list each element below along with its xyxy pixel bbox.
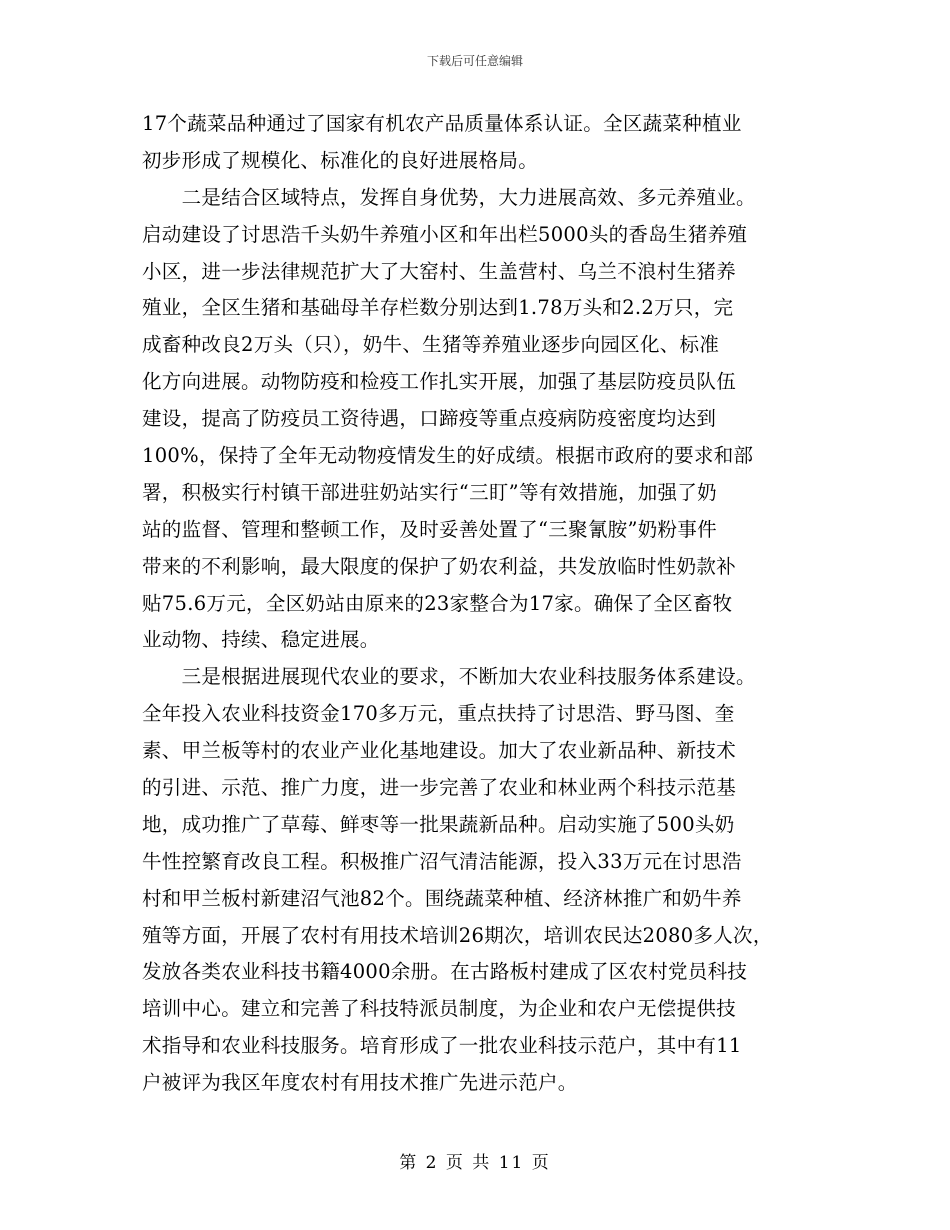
text-line: 贴75.6万元，全区奶站由原来的23家整合为17家。确保了全区畜牧 [142,591,733,615]
text-line: 殖业，全区生猪和基础母羊存栏数分别达到1.78万头和2.2万只，完 [142,296,734,320]
text-line: 二是结合区域特点，发挥自身优势，大力进展高效、多元养殖业。 [142,185,756,209]
body-text [142,106,832,1102]
page-footer: 第 2 页 共 11 页 [399,1153,551,1173]
text-line: 村和甲兰板村新建沼气池82个。围绕蔬菜种植、经济林推广和奶牛养 [142,886,742,910]
text-line: 殖等方面，开展了农村有用技术培训26期次，培训农民达2080多人次， [142,923,773,947]
text-line: 建设，提高了防疫员工资待遇，口蹄疫等重点疫病防疫密度均达到 [142,407,717,431]
page-header: 下载后可任意编辑 [426,54,523,68]
text-line: 户被评为我区年度农村有用技术推广先进示范户。 [142,1071,578,1095]
text-line: 三是根据进展现代农业的要求，不断加大农业科技服务体系建设。 [142,665,756,689]
text-line: 成畜种改良2万头（只），奶牛、生猪等养殖业逐步向园区化、标准 [142,333,720,357]
text-line: 100%，保持了全年无动物疫情发生的好成绩。根据市政府的要求和部 [142,444,754,468]
text-line: 业动物、持续、稳定进展。 [142,628,380,652]
text-line: 署，积极实行村镇干部进驻奶站实行“三盯”等有效措施，加强了奶 [142,480,717,504]
text-line: 地，成功推广了草莓、鲜枣等一批果蔬新品种。启动实施了500头奶 [142,812,735,836]
text-line: 带来的不利影响，最大限度的保护了奶农利益，共发放临时性奶款补 [142,554,737,578]
text-line: 全年投入农业科技资金170多万元，重点扶持了讨思浩、野马图、奎 [142,702,735,726]
text-line: 小区，进一步法律规范扩大了大窑村、生盖营村、乌兰不浪村生猪养 [142,259,737,283]
text-line: 牛性控繁育改良工程。积极推广沼气清洁能源，投入33万元在讨思浩 [142,849,742,873]
text-line: 化方向进展。动物防疫和检疫工作扎实开展，加强了基层防疫员队伍 [142,370,737,394]
text-line: 初步形成了规模化、标准化的良好进展格局。 [142,148,539,172]
text-line: 启动建设了讨思浩千头奶牛养殖小区和年出栏5000头的香岛生猪养殖 [142,222,748,246]
text-line: 站的监督、管理和整顿工作，及时妥善处置了“三聚氰胺”奶粉事件 [142,517,717,541]
text-line: 培训中心。建立和完善了科技特派员制度，为企业和农户无偿提供技 [142,997,737,1021]
text-line: 发放各类农业科技书籍4000余册。在古路板村建成了区农村党员科技 [142,960,748,984]
text-line: 术指导和农业科技服务。培育形成了一批农业科技示范户，其中有11 [142,1034,742,1058]
text-line: 素、甲兰板等村的农业产业化基地建设。加大了农业新品种、新技术 [142,739,737,763]
text-line: 17个蔬菜品种通过了国家有机农产品质量体系认证。全区蔬菜种植业 [142,112,742,135]
text-line: 的引进、示范、推广力度，进一步完善了农业和林业两个科技示范基 [142,776,737,800]
